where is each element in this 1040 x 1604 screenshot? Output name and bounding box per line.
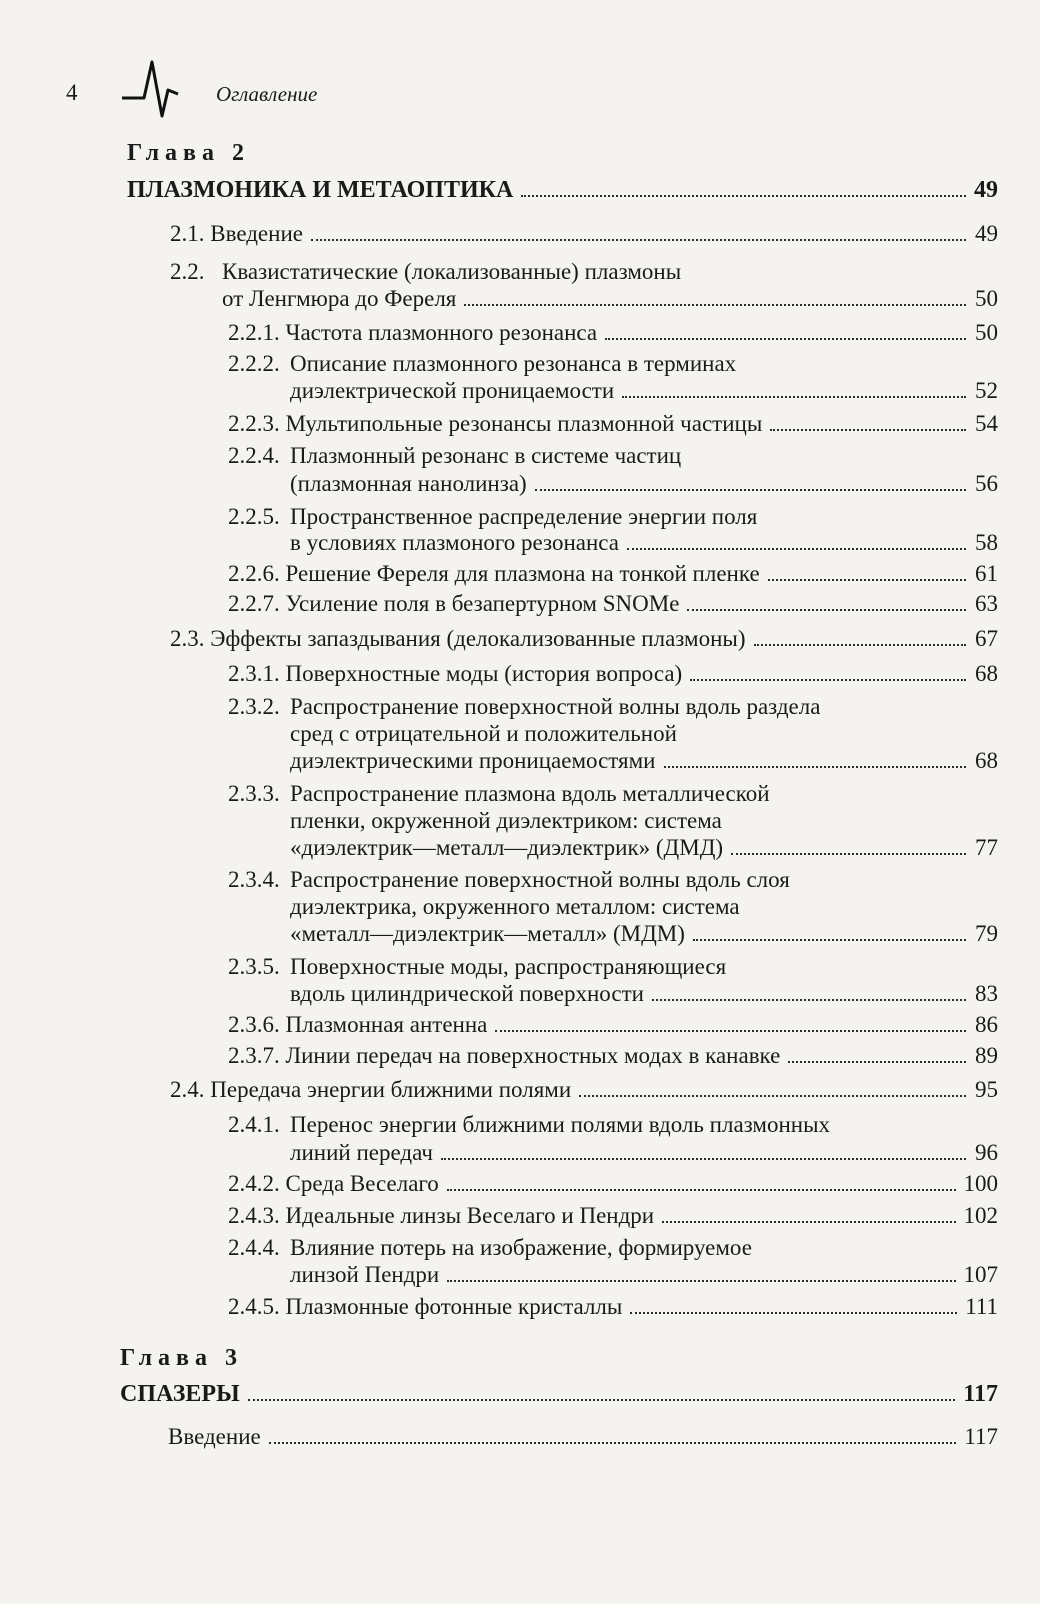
dot-leader bbox=[770, 429, 966, 431]
toc-entry-line: пленки, окруженной диэлектриком: система bbox=[290, 808, 722, 833]
running-title: Оглавление bbox=[216, 82, 318, 106]
toc-entry-line: сред с отрицательной и положительной bbox=[290, 721, 677, 746]
dot-leader bbox=[495, 1030, 966, 1032]
dot-leader bbox=[622, 396, 966, 398]
dot-leader bbox=[768, 579, 966, 581]
toc-entry-number: 2.3.2. bbox=[228, 694, 280, 719]
toc-entry[interactable]: Введение 117 bbox=[168, 1424, 998, 1449]
toc-entry[interactable]: 2.2.1. Частота плазмонного резонанса 50 bbox=[228, 320, 998, 345]
toc-entry-number: 2.2.4. bbox=[228, 443, 280, 468]
toc-entry-line: Пространственное распределение энергии поля bbox=[290, 504, 758, 529]
toc-entry-number: 2.3.5. bbox=[228, 954, 280, 979]
toc-entry[interactable]: 2.4.5. Плазмонные фотонные кристаллы 111 bbox=[228, 1294, 998, 1319]
toc-entry-number: 2.3.4. bbox=[228, 867, 280, 892]
toc-entry-number: 2.2.2. bbox=[228, 351, 280, 376]
toc-entry[interactable]: 2.3.7. Линии передач на поверхностных модах в канавке 89 bbox=[228, 1043, 998, 1068]
dot-leader bbox=[447, 1189, 956, 1191]
chapter-label: Глава 3 bbox=[120, 1345, 243, 1371]
toc-entry[interactable]: 2.1. Введение 49 bbox=[170, 221, 998, 246]
dot-leader bbox=[269, 1442, 957, 1444]
dot-leader bbox=[662, 1221, 955, 1223]
dot-leader bbox=[248, 1399, 956, 1401]
toc-entry[interactable]: вдоль цилиндрической поверхности 83 bbox=[290, 981, 998, 1006]
toc-entry-number: 2.2.5. bbox=[228, 504, 280, 529]
dot-leader bbox=[605, 338, 966, 340]
toc-entry-line: Перенос энергии ближними полями вдоль плазмонных bbox=[290, 1112, 831, 1137]
dot-leader bbox=[788, 1061, 966, 1063]
dot-leader bbox=[464, 304, 966, 306]
dot-leader bbox=[579, 1095, 966, 1097]
toc-entry-chapter[interactable]: СПАЗЕРЫ 117 bbox=[120, 1381, 998, 1407]
toc-entry-line: диэлектрика, окруженного металлом: система bbox=[290, 894, 740, 919]
toc-entry-number: 2.4.4. bbox=[228, 1235, 280, 1260]
toc-entry[interactable]: 2.4.2. Среда Веселаго 100 bbox=[228, 1171, 998, 1196]
toc-entry[interactable]: 2.3. Эффекты запаздывания (делокализованные плазмоны) 67 bbox=[170, 626, 998, 651]
dot-leader bbox=[627, 548, 966, 550]
toc-entry-line: Плазмонный резонанс в системе частиц bbox=[290, 443, 682, 468]
toc-entry[interactable]: линзой Пендри 107 bbox=[290, 1262, 998, 1287]
page-header bbox=[66, 76, 466, 116]
toc-entry-chapter[interactable]: ПЛАЗМОНИКА И МЕТАОПТИКА 49 bbox=[127, 177, 998, 203]
toc-entry[interactable]: от Ленгмюра до Фереля 50 bbox=[222, 286, 998, 311]
toc-entry[interactable]: «металл—диэлектрик—металл» (МДМ) 79 bbox=[290, 921, 998, 946]
dot-leader bbox=[693, 939, 966, 941]
toc-entry-line: Распространение поверхностной волны вдоль раздела bbox=[290, 694, 821, 719]
toc-entry[interactable]: «диэлектрик—металл—диэлектрик» (ДМД) 77 bbox=[290, 835, 998, 860]
toc-entry[interactable]: в условиях плазмоного резонанса 58 bbox=[290, 530, 998, 555]
dot-leader bbox=[630, 1312, 957, 1314]
dot-leader bbox=[731, 853, 966, 855]
toc-entry[interactable]: 2.2.6. Решение Фереля для плазмона на тонкой пленке 61 bbox=[228, 561, 998, 586]
dot-leader bbox=[535, 489, 966, 491]
toc-entry-number: 2.2. bbox=[170, 259, 205, 284]
toc-entry-number: 2.3.3. bbox=[228, 781, 280, 806]
toc-entry[interactable]: (плазмонная нанолинза) 56 bbox=[290, 471, 998, 496]
toc-entry[interactable]: диэлектрическими проницаемостями 68 bbox=[290, 748, 998, 773]
page-number: 4 bbox=[66, 80, 78, 105]
toc-entry-line: Влияние потерь на изображение, формируемое bbox=[290, 1235, 752, 1260]
toc-entry-line: Квазистатические (локализованные) плазмоны bbox=[222, 259, 682, 284]
toc-entry[interactable]: 2.4. Передача энергии ближними полями 95 bbox=[170, 1077, 998, 1102]
toc-entry-number: 2.4.1. bbox=[228, 1112, 280, 1137]
dot-leader bbox=[690, 679, 966, 681]
dot-leader bbox=[664, 766, 967, 768]
toc-entry[interactable]: 2.2.3. Мультипольные резонансы плазмонной частицы 54 bbox=[228, 411, 998, 436]
dot-leader bbox=[754, 644, 966, 646]
dot-leader bbox=[447, 1280, 955, 1282]
toc-entry[interactable]: 2.4.3. Идеальные линзы Веселаго и Пендри 102 bbox=[228, 1203, 998, 1228]
toc-entry[interactable]: линий передач 96 bbox=[290, 1140, 998, 1165]
toc-entry[interactable]: 2.3.1. Поверхностные моды (история вопроса) 68 bbox=[228, 661, 998, 686]
pulse-logo-icon bbox=[120, 58, 190, 133]
dot-leader bbox=[311, 239, 966, 241]
chapter-label: Глава 2 bbox=[127, 140, 250, 166]
toc-entry-line: Поверхностные моды, распространяющиеся bbox=[290, 954, 727, 979]
toc-entry-line: Описание плазмонного резонанса в терминах bbox=[290, 351, 737, 376]
dot-leader bbox=[652, 999, 966, 1001]
dot-leader bbox=[521, 195, 966, 197]
toc-entry-line: Распространение поверхностной волны вдоль слоя bbox=[290, 867, 790, 892]
toc-entry[interactable]: 2.3.6. Плазмонная антенна 86 bbox=[228, 1012, 998, 1037]
toc-entry[interactable]: 2.2.7. Усиление поля в безапертурном SNOMe 63 bbox=[228, 591, 998, 616]
dot-leader bbox=[687, 609, 966, 611]
toc-entry-line: Распространение плазмона вдоль металлической bbox=[290, 781, 770, 806]
dot-leader bbox=[441, 1158, 966, 1160]
toc-entry[interactable]: диэлектрической проницаемости 52 bbox=[290, 378, 998, 403]
